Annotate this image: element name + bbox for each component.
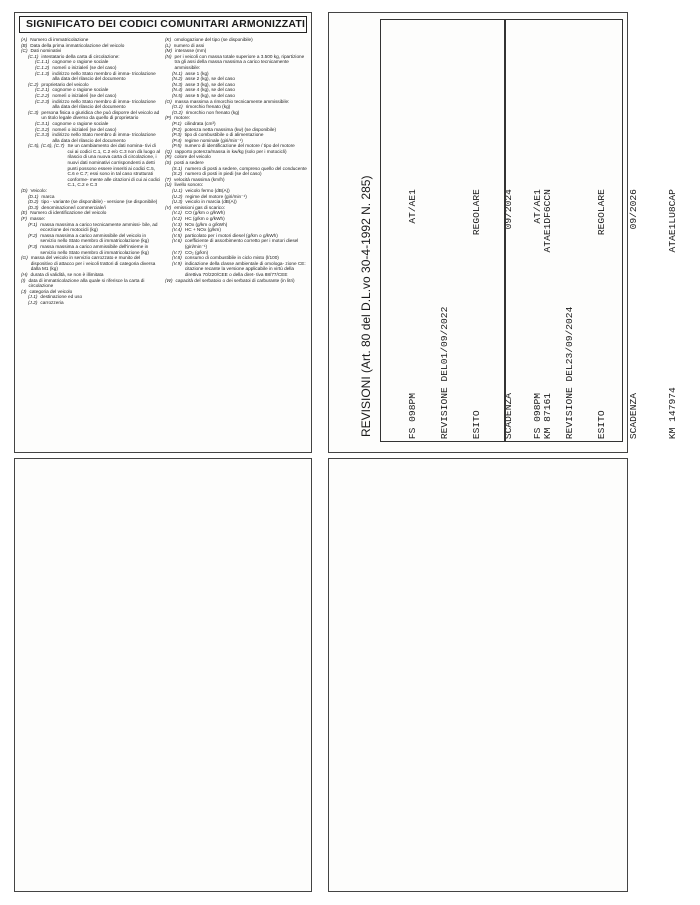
code-description: massa massima a carico ammissibile dell'insieme in servizio nello Stato membro di immatricolazione (kg) xyxy=(40,243,149,255)
code-label: (C.1.1) xyxy=(35,59,50,65)
codes-column-right xyxy=(165,37,307,283)
code-label: (E) xyxy=(21,210,28,216)
code-description: denominazione/i commerciale/i xyxy=(41,204,106,210)
code-description: capacità del serbatoio o dei serbatoi di carburante (in litri) xyxy=(175,277,295,283)
code-label: (H) xyxy=(21,271,28,277)
blank-page-left xyxy=(14,458,312,892)
code-description: numero di posti in piedi (se del caso) xyxy=(185,171,262,177)
code-label: (R) xyxy=(165,154,172,160)
code-entry xyxy=(21,278,161,289)
code-description: numero di assi xyxy=(173,42,205,48)
code-description: posti a sedere xyxy=(174,160,204,166)
code-description: coefficiente di assorbimento corretto per i motori diesel (giri/min⁻¹) xyxy=(184,238,299,249)
code-description: interasse (mm) xyxy=(175,48,207,54)
code-label: (C.1.3) xyxy=(35,70,50,76)
code-label: (F.1) xyxy=(28,221,38,227)
code-description: tipo - variante (se disponibile) - versione (se disponibile) xyxy=(41,199,158,205)
code-label: (C) xyxy=(21,48,28,54)
code-entry xyxy=(21,71,161,82)
code-description: cognome o ragione sociale xyxy=(52,87,109,93)
code-description: motore: xyxy=(174,115,191,121)
stamp-expiry-label: SCADENZA xyxy=(502,392,514,439)
code-description: marca xyxy=(41,193,55,199)
stamp-outcome: REGOLARE xyxy=(470,189,482,236)
code-entry xyxy=(165,278,307,284)
code-label: (P) xyxy=(165,115,172,121)
revision-stamp-2 xyxy=(512,189,700,439)
code-description: omologazione del tipo (se disponibile) xyxy=(174,37,253,42)
code-label: (C.1.2) xyxy=(35,64,50,70)
code-label: (P.5) xyxy=(172,143,182,149)
code-label: (C.5), (C.6), (C.7) xyxy=(28,143,65,149)
code-label: (F) xyxy=(21,216,27,221)
code-description: asse 5 (kg), se del caso xyxy=(185,92,235,98)
code-label: (C.2) xyxy=(28,81,39,87)
code-description: indirizzo nello Stato membro di imma- tricolazione alla data del rilascio del documento xyxy=(52,98,156,110)
stamp-revision-date: REVISIONE DEL01/09/2022 xyxy=(438,306,450,439)
code-label: (T) xyxy=(165,176,171,182)
code-label: (K) xyxy=(165,37,172,42)
code-description: colore del veicolo xyxy=(174,154,211,160)
code-description: cilindrata (cm³) xyxy=(184,120,216,126)
code-label: (C.3) xyxy=(28,109,39,115)
code-label: (U.2) xyxy=(172,193,183,199)
codes-legend-title: SIGNIFICATO DEI CODICI COMUNITARI ARMONIZZATI xyxy=(19,16,307,33)
code-description: numero di identificazione del motore / tipo del motore xyxy=(184,143,295,149)
code-label: (D.3) xyxy=(28,204,39,210)
stamp-operator-code: ATAE1DF6CCN xyxy=(542,189,554,253)
code-entry xyxy=(21,99,161,110)
code-label: (C.3.3) xyxy=(35,132,50,138)
code-entry xyxy=(21,300,161,306)
code-description: veicolo in marcia (dB(A)) xyxy=(185,199,237,205)
code-description: proprietario del veicolo xyxy=(41,81,89,87)
code-description: HC + NOx (g/km) xyxy=(184,227,221,233)
code-description: cognome o ragione sociale xyxy=(52,59,109,65)
code-label: (V.4) xyxy=(172,227,182,233)
revisioni-panel xyxy=(328,12,679,453)
stamp-km: KM 147974 xyxy=(667,387,679,439)
code-description: Dati nominativi xyxy=(30,48,62,54)
code-label: (P.2) xyxy=(172,126,182,132)
blank-page-right xyxy=(328,458,628,892)
code-description: carrozzeria xyxy=(40,299,64,305)
code-label: (C.3.2) xyxy=(35,126,50,132)
code-label: (D.2) xyxy=(28,199,39,205)
code-entry xyxy=(21,255,161,272)
code-label: (S.1) xyxy=(172,165,183,171)
code-label: (P.4) xyxy=(172,137,182,143)
code-description: regime nominale (giri/min⁻¹) xyxy=(184,137,243,143)
code-description: nome/i o iniziale/i (se del caso) xyxy=(52,92,117,98)
code-description: Numero di identificazione del veicolo xyxy=(30,210,107,216)
code-description: massa del veicolo in servizio carrozzato e munito del dispositivo di attacco per i veicoli trattori di categoria diversa dalla M1 (kg) xyxy=(30,255,156,272)
stamp-code: AT/AE1 xyxy=(407,189,419,224)
stamp-outcome-label: ESITO xyxy=(470,410,482,439)
stamp-km: KM 87161 xyxy=(542,392,554,439)
code-label: (C.2.3) xyxy=(35,98,50,104)
code-label: (F.2) xyxy=(28,232,38,238)
code-description: indicazione della classe ambientale di omologa- zione CE: citazione recante la versione applicabile in virtù della direttiva 70/220/CEE o della diret- tiva 88/77/CEE xyxy=(184,260,306,277)
code-description: CO₂ (g/km) xyxy=(184,249,209,255)
revision-stamp-box-1 xyxy=(380,19,554,442)
revision-stamp-box-2 xyxy=(502,19,679,442)
code-label: (B) xyxy=(21,42,28,48)
code-label: (C.2.1) xyxy=(35,87,50,93)
code-description: regime del motore (giri/min⁻¹) xyxy=(185,193,247,199)
code-description: destinazione ed uso xyxy=(40,294,83,300)
code-label: (L) xyxy=(165,42,171,48)
code-label: (V.3) xyxy=(172,221,182,227)
code-description: per i veicoli con massa totale superiore a 3.500 kg, ripartizione tra gli assi della massa massima a carico tecnicamente ammissibile: xyxy=(174,53,305,70)
code-description: CO (g/km o g/kWh) xyxy=(184,210,225,216)
code-description: rimorchio frenato (kg) xyxy=(185,104,231,110)
stamp-outcome-label: ESITO xyxy=(595,410,607,439)
code-label: (V) xyxy=(165,204,172,210)
code-description: intestatario della carta di circolazione: xyxy=(41,53,120,59)
code-description: consumo di combustibile in ciclo misto (l/100) xyxy=(184,255,279,261)
code-entry xyxy=(21,143,161,188)
code-description: velocità massima (km/h) xyxy=(174,176,225,182)
code-entry xyxy=(21,110,161,121)
code-entry xyxy=(21,222,161,233)
code-description: categoria del veicolo xyxy=(29,288,73,294)
code-label: (A) xyxy=(21,37,28,42)
code-description: Data della prima immatricolazione del veicolo xyxy=(30,42,125,48)
stamp-station: FS 098PM xyxy=(532,392,544,439)
code-label: (N.3) xyxy=(172,81,183,87)
code-description: asse 4 (kg), se del caso xyxy=(185,87,235,93)
code-label: (W) xyxy=(165,277,173,283)
code-description: livello sonoro: xyxy=(174,182,204,188)
code-description: Numero di immatricolazione xyxy=(30,37,89,42)
code-label: (P.1) xyxy=(172,120,182,126)
code-label: (D) xyxy=(21,188,28,194)
stamp-expiry-label: SCADENZA xyxy=(627,392,639,439)
code-description: potenza netta massima (kw) (se disponibile) xyxy=(184,126,277,132)
code-label: (I) xyxy=(21,277,26,283)
code-label: (N.1) xyxy=(172,70,183,76)
code-description: asse 3 (kg), se del caso xyxy=(185,81,235,87)
code-label: (M) xyxy=(165,48,173,54)
code-label: (V.5) xyxy=(172,232,182,238)
code-description: indirizzo nello Stato membro di imma- tricolazione alla data del rilascio del documento xyxy=(52,70,156,82)
code-label: (V.1) xyxy=(172,210,182,216)
code-label: (N.5) xyxy=(172,92,183,98)
code-label: (P.3) xyxy=(172,132,182,138)
code-label: (V.9) xyxy=(172,260,182,266)
code-description: particolato per i motori diesel (g/km o g/kWh) xyxy=(184,232,278,238)
codes-legend-panel xyxy=(14,12,312,453)
code-label: (F.3) xyxy=(28,243,38,249)
code-label: (U.3) xyxy=(172,199,183,205)
code-description: NOx (g/km o g/kWh) xyxy=(184,221,228,227)
stamp-code: AT/AE1 xyxy=(532,189,544,224)
code-label: (D.1) xyxy=(28,193,39,199)
code-description: HC (g/km o g/kWh) xyxy=(184,216,225,221)
code-label: (S.2) xyxy=(172,171,183,177)
code-label: (N) xyxy=(165,53,172,59)
code-description: massa massima a carico ammissibile del veicolo in servizio nello Stato membro di immatricolazione (kg) xyxy=(40,232,149,244)
code-description: masse: xyxy=(30,216,46,221)
code-description: asse 2 (kg), se del caso xyxy=(185,76,235,82)
code-label: (O.1) xyxy=(172,104,183,110)
code-label: (N.4) xyxy=(172,87,183,93)
codes-column-left xyxy=(21,37,161,306)
code-label: (O.2) xyxy=(172,109,183,115)
code-description: durata di validità, se non è illimitata xyxy=(30,271,104,277)
code-description: emissioni gas di scarico: xyxy=(174,204,226,210)
code-label: (J) xyxy=(21,288,27,294)
code-description: persona fisica o giuridica che può disporre del veicolo ad un titolo legale diverso da quello di proprietario xyxy=(41,109,160,121)
code-description: nome/i o iniziale/i (se del caso) xyxy=(52,126,117,132)
code-label: (V.7) xyxy=(172,249,182,255)
code-entry xyxy=(21,244,161,255)
code-description: massa massima a rimorchio tecnicamente ammissibile: xyxy=(174,98,290,104)
code-description: Se un cambiamento dei dati nomina- tivi di cui ai codici C.1, C.2 e/o C.3 non dà luogo al rilascio di una nuova carta di circolazione, i nuovi dati nominativi corrispondenti a detti punti possono essere inseriti ai codici C.5, C.6 e C.7; essi sono in tal caso strutturati conforme- mente alle citazioni di cui ai codici C.1, C.2 e C.3 xyxy=(67,143,161,188)
code-label: (G) xyxy=(21,255,28,261)
stamp-operator-code: ATAE1LU8CAP xyxy=(667,189,679,253)
code-label: (J.2) xyxy=(28,299,38,305)
code-description: massa massima a carico tecnicamente ammissi- bile, ad eccezione dei motocicli (kg) xyxy=(40,221,158,233)
code-label: (O) xyxy=(165,98,172,104)
code-label: (V.2) xyxy=(172,216,182,221)
code-label: (V.6) xyxy=(172,238,182,244)
code-label: (J.1) xyxy=(28,294,38,300)
code-description: data di immatricolazione alla quale si riferisce la carta di circolazione xyxy=(28,277,145,289)
code-label: (V.8) xyxy=(172,255,182,261)
stamp-outcome: REGOLARE xyxy=(595,189,607,236)
code-label: (U) xyxy=(165,182,172,188)
code-label: (C.1) xyxy=(28,53,39,59)
code-description: nome/i o iniziale/i (se del caso) xyxy=(52,64,117,70)
code-label: (C.2.2) xyxy=(35,92,50,98)
code-entry xyxy=(165,54,307,71)
code-description: rimorchio non frenato (kg) xyxy=(185,109,240,115)
code-description: cognome o ragione sociale xyxy=(52,120,109,126)
code-entry xyxy=(21,233,161,244)
stamp-expiry: 09/2024 xyxy=(502,189,514,230)
code-description: tipo di combustibile o di alimentazione xyxy=(184,132,264,138)
stamp-expiry: 09/2026 xyxy=(627,189,639,230)
code-label: (U.1) xyxy=(172,188,183,194)
code-label: (Q) xyxy=(165,148,172,154)
code-label: (S) xyxy=(165,160,172,166)
code-label: (C.3.1) xyxy=(35,120,50,126)
code-description: numero di posti a sedere, compreso quello del conducente xyxy=(185,165,307,171)
code-description: veicolo fermo (dB(A)) xyxy=(185,188,230,194)
code-entry xyxy=(165,238,307,249)
code-description: asse 1 (kg) xyxy=(185,70,209,76)
stamp-revision-date: REVISIONE DEL23/09/2024 xyxy=(563,306,575,439)
code-description: rapporto potenza/massa in kw/kg (solo per i motocicli) xyxy=(174,148,287,154)
stamp-station: FS 098PM xyxy=(407,392,419,439)
revisioni-title: REVISIONI (Art. 80 del D.L.vo 30-4-1992 N. 285) xyxy=(359,175,373,437)
code-entry xyxy=(21,132,161,143)
code-label: (N.2) xyxy=(172,76,183,82)
code-description: Veicolo: xyxy=(30,188,47,194)
code-entry xyxy=(165,261,307,278)
code-description: indirizzo nello Stato membro di imma- tricolazione alla data del rilascio del documento xyxy=(52,132,156,143)
